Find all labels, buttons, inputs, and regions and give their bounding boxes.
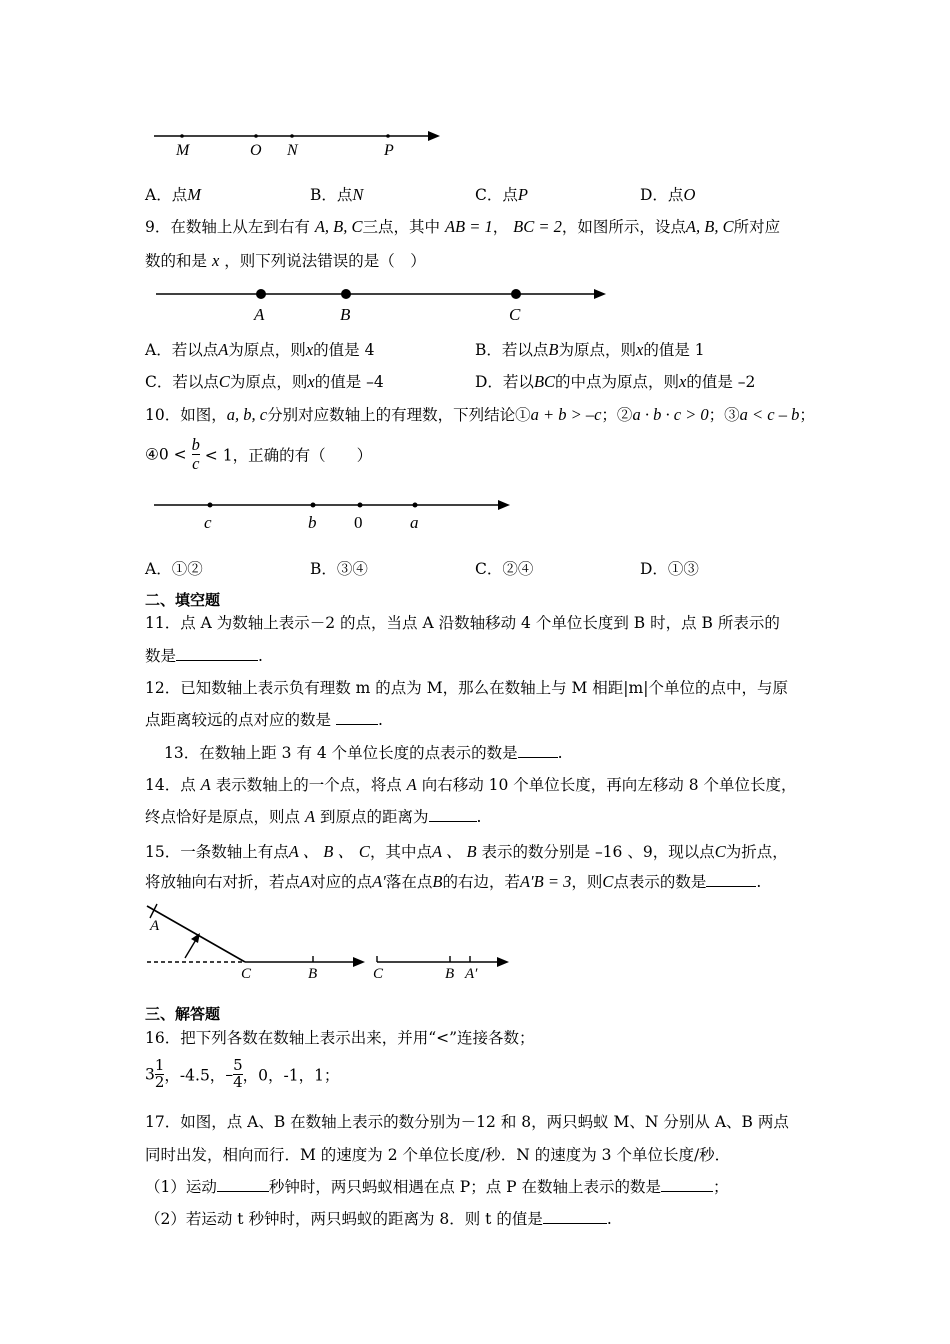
q8-number-line <box>150 122 450 162</box>
label-aprime: A′ <box>465 966 478 982</box>
q11-line1: 11．点 A 为数轴上表示－2 的点，当点 A 沿数轴移动 4 个单位长度到 B 时，点 B 所表示的 <box>145 614 780 632</box>
q10-option-b: B．③④ <box>310 560 368 578</box>
label-n: N <box>287 142 298 159</box>
answer-blank[interactable] <box>661 1176 713 1192</box>
label-a: a <box>410 513 419 532</box>
q14-line2: 终点恰好是原点，则点 A 到原点的距离为 . <box>145 807 482 826</box>
answer-blank[interactable] <box>176 645 258 661</box>
label-p: P <box>384 142 394 159</box>
q8-option-a: A．点M <box>145 185 201 204</box>
label-c: c <box>204 513 212 532</box>
label-b: b <box>308 513 317 532</box>
q9-line1: 9．在数轴上从左到右有 A, B, C三点，其中 AB = 1， BC = 2，如图所示，设点A, B, C所对应 <box>145 217 781 236</box>
answer-blank[interactable] <box>336 709 378 725</box>
answer-blank[interactable] <box>429 806 477 822</box>
q15-fold-figure <box>145 900 525 990</box>
q16-line2: 3 $\frac{1}{2}$ ，-4.5，– $\frac{5}{4}$ ，0，-1，1； <box>145 1056 340 1091</box>
q9-number-line <box>150 282 620 322</box>
label-b: B <box>308 966 318 982</box>
label-zero: 0 <box>354 513 363 532</box>
point-zero-dot <box>358 503 363 508</box>
point-o-dot <box>254 134 258 138</box>
fraction-five-quarters: $\frac{5}{4}$ <box>233 1056 243 1091</box>
q10-option-a: A．①② <box>145 560 203 578</box>
label-a: A <box>150 918 160 934</box>
q17-part1: （1）运动 秒钟时，两只蚂蚁相遇在点 P；点 P 在数轴上表示的数是 ； <box>145 1178 729 1196</box>
q8-option-d: D．点O <box>640 185 696 204</box>
label-c: C <box>241 966 252 982</box>
section-answer-heading: 三、解答题 <box>145 1005 221 1023</box>
q17-part2: （2）若运动 t 秒钟时，两只蚂蚁的距离为 8．则 t 的值是 . <box>145 1210 612 1228</box>
q17-line2: 同时出发，相向而行．M 的速度为 2 个单位长度/秒．N 的速度为 3 个单位长度/秒． <box>145 1146 731 1164</box>
q14-line1: 14．点 A 表示数轴上的一个点，将点 A 向右移动 10 个单位长度，再向左移动 8 个单位长度， <box>145 775 797 794</box>
q9-option-d: D．若以BC的中点为原点，则x的值是 –2 <box>475 372 756 391</box>
answer-blank[interactable] <box>706 871 756 887</box>
answer-blank[interactable] <box>217 1176 269 1192</box>
label-c: C <box>509 305 521 324</box>
q10-number-line <box>150 494 530 534</box>
q11-line2: 数是 . <box>145 647 263 665</box>
label-m: M <box>176 142 190 159</box>
point-c-dot <box>511 289 521 299</box>
q17-line1: 17．如图，点 A、B 在数轴上表示的数分别为－12 和 8，两只蚂蚁 M、N 分别从 A、B 两点 <box>145 1113 789 1131</box>
q16-line1: 16．把下列各数在数轴上表示出来，并用“<”连接各数； <box>145 1029 535 1047</box>
label-a: A <box>254 305 265 324</box>
q12-line2: 点距离较远的点对应的数是 . <box>145 711 383 729</box>
q9-line2: 数的和是 x ，则下列说法错误的是（ ） <box>145 251 426 270</box>
q8-option-c: C．点P <box>475 185 528 204</box>
q10-option-d: D．①③ <box>640 560 699 578</box>
label-c2: C <box>373 966 384 982</box>
section-fill-in-heading: 二、填空题 <box>145 591 221 609</box>
folded-ray <box>147 906 245 962</box>
q10-option-c: C．②④ <box>475 560 534 578</box>
point-p-dot <box>386 134 390 138</box>
q10-line2: ④0 < $\frac{b}{c}$ < 1，正确的有（ ） <box>145 435 373 473</box>
point-a-dot <box>256 289 266 299</box>
q15-line1: 15．一条数轴上有点A 、 B 、 C，其中点A 、 B 表示的数分别是 –16 、9，现以点C为折点， <box>145 842 788 861</box>
fraction-one-half: $\frac{1}{2}$ <box>154 1056 165 1091</box>
point-b-dot <box>311 503 316 508</box>
answer-blank[interactable] <box>518 742 558 758</box>
q15-line2: 将放轴向右对折，若点A对应的点A′落在点B的右边，若A′B = 3，则C点表示的数是 . <box>145 872 762 891</box>
point-a-dot <box>413 503 418 508</box>
fraction-b-over-c: $\frac{b}{c}$ <box>191 435 200 473</box>
q9-option-b: B．若以点B为原点，则x的值是 1 <box>475 340 705 359</box>
q13-line: 13．在数轴上距 3 有 4 个单位长度的点表示的数是 . <box>164 744 563 762</box>
answer-blank[interactable] <box>543 1208 607 1224</box>
q9-option-c: C．若以点C为原点，则x的值是 –4 <box>145 372 384 391</box>
q10-line1: 10．如图，a, b, c分别对应数轴上的有理数，下列结论①a + b > –c；②a · b · c > 0；③a < c – b； <box>145 405 815 424</box>
point-m-dot <box>180 134 184 138</box>
label-o: O <box>250 142 262 159</box>
point-n-dot <box>290 134 294 138</box>
q8-option-b: B．点N <box>310 185 364 204</box>
point-c-dot <box>208 503 213 508</box>
point-b-dot <box>341 289 351 299</box>
q9-option-a: A．若以点A为原点，则x的值是 4 <box>145 340 375 359</box>
label-b2: B <box>445 966 455 982</box>
label-b: B <box>340 305 351 324</box>
q12-line1: 12．已知数轴上表示负有理数 m 的点为 M，那么在数轴上与 M 相距|m|个单位的点中，与原 <box>145 679 788 697</box>
